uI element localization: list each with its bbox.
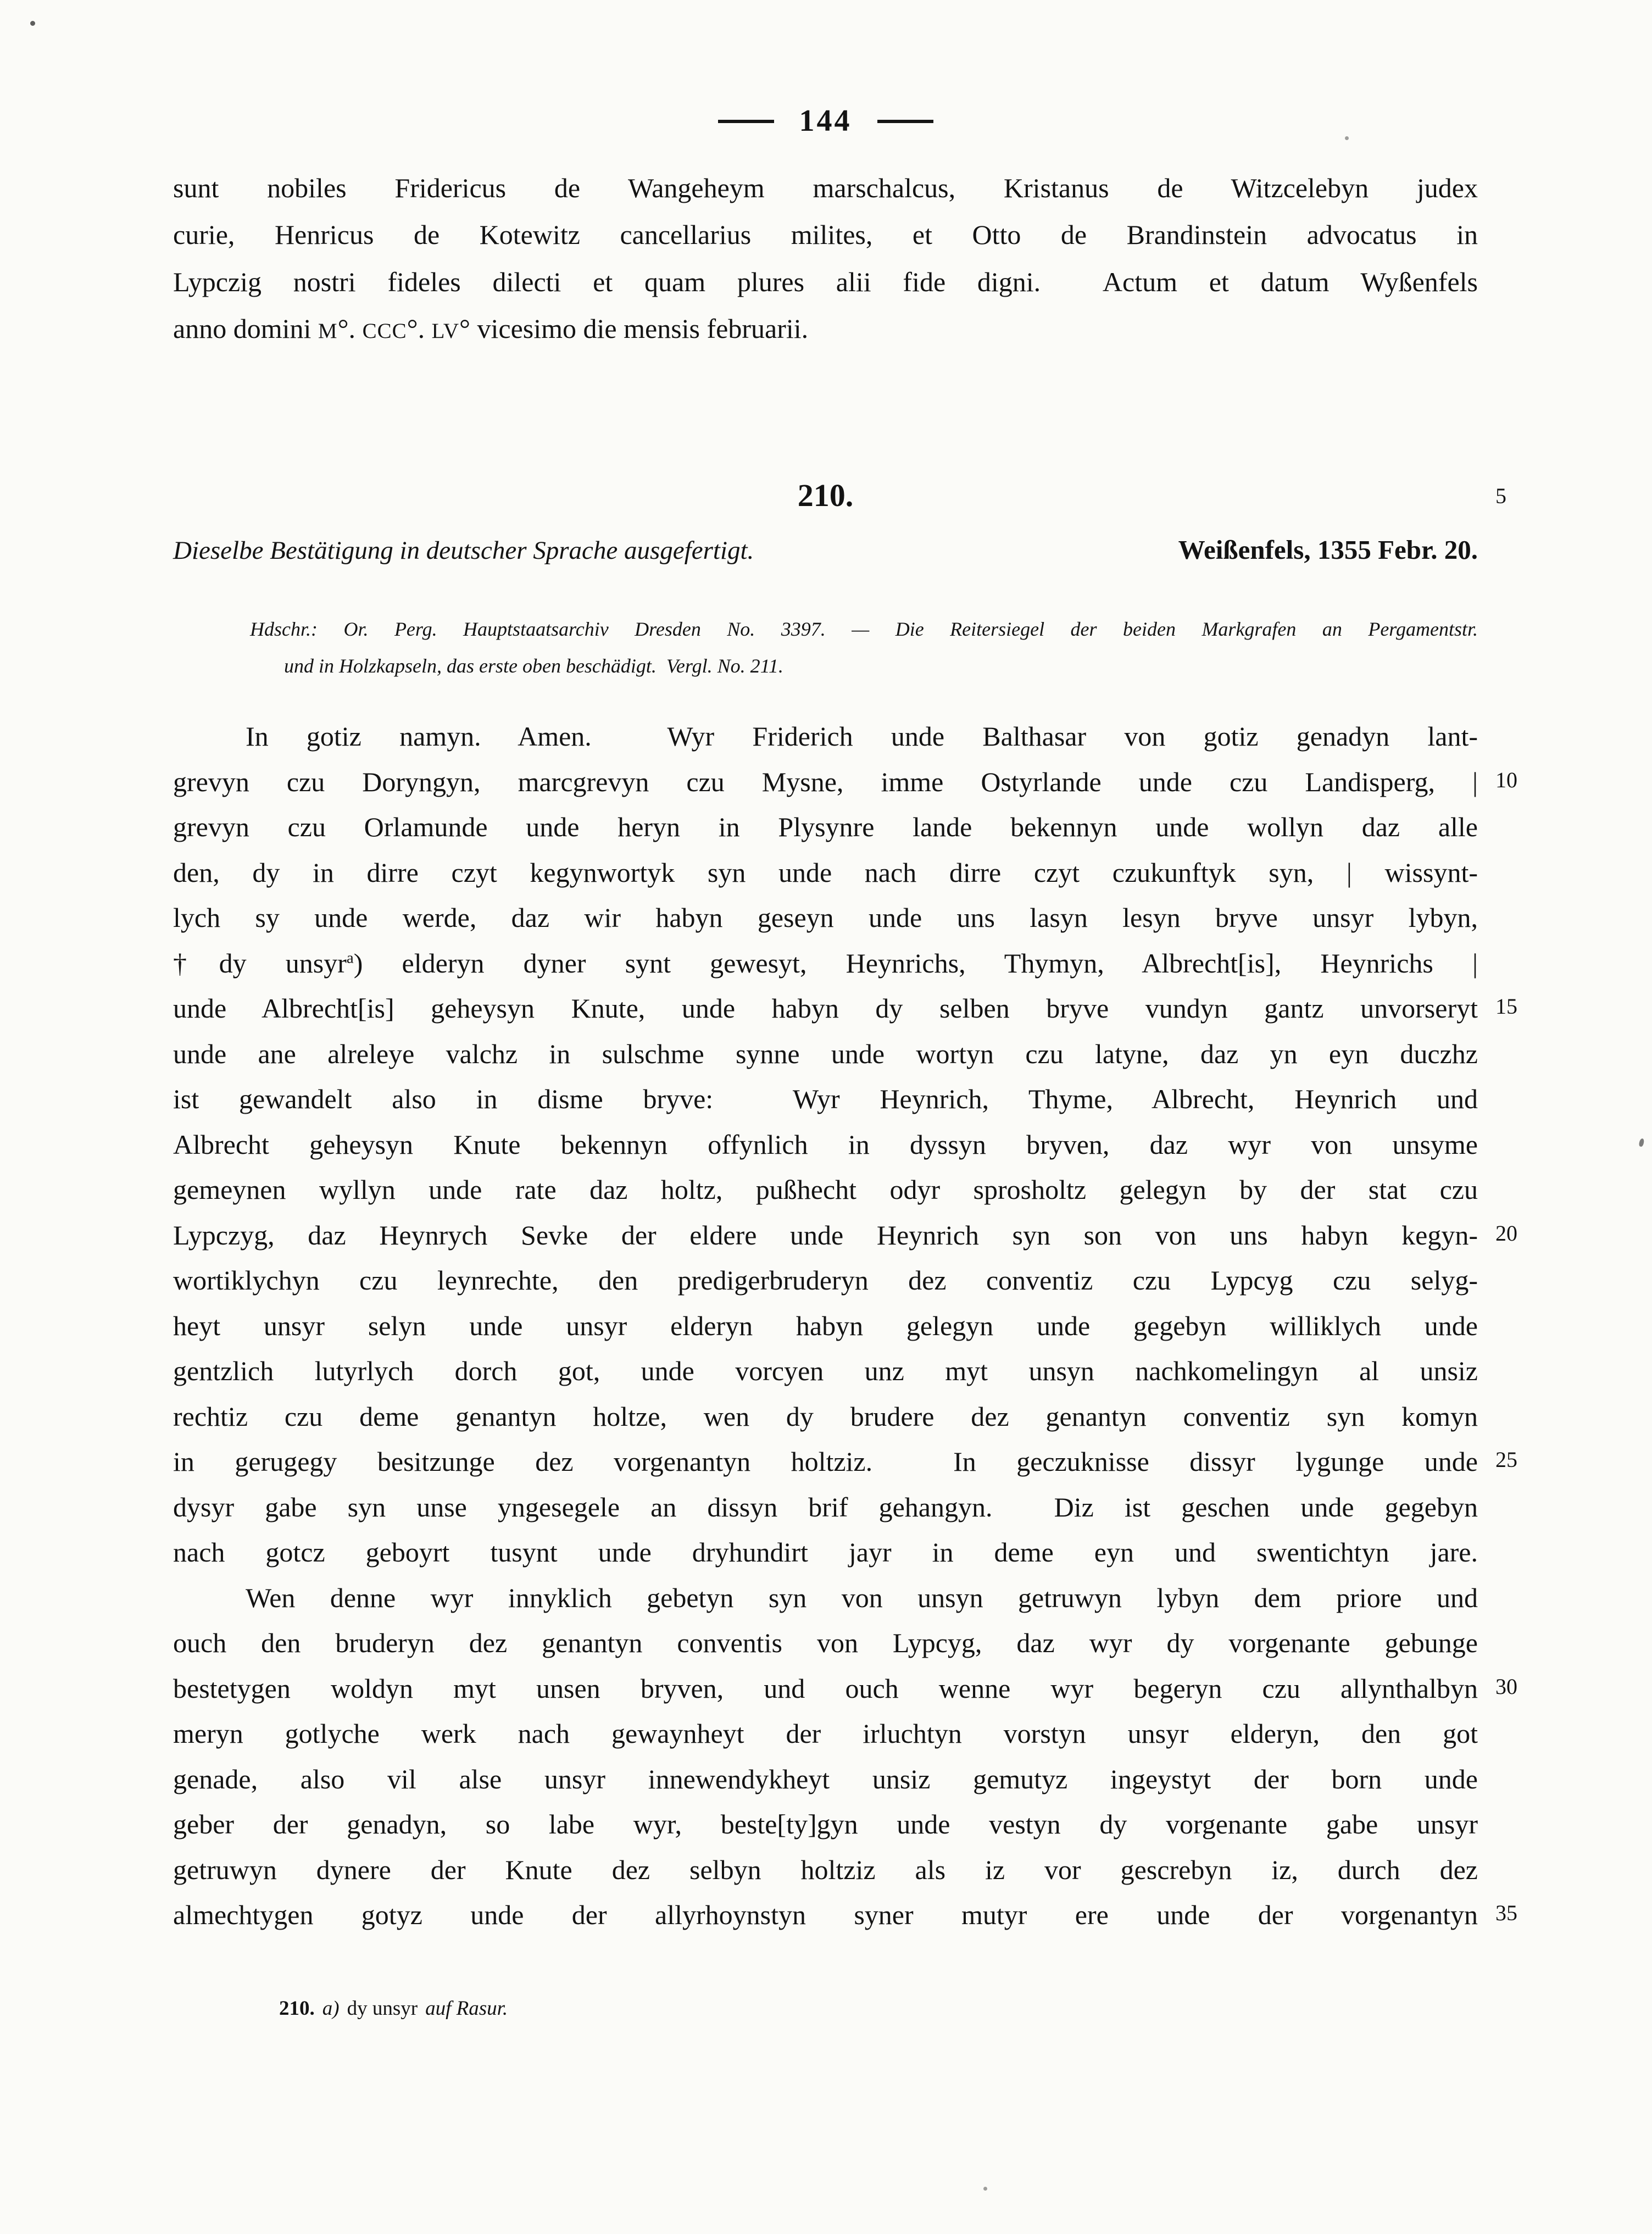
scan-speck (983, 2187, 987, 2191)
page-header (173, 103, 1478, 138)
text-line: nach gotcz geboyrt tusynt unde dryhundirt jayr in deme eyn und swentichtyn jare. (173, 1537, 1478, 1568)
text-line: ouch den bruderyn dez genantyn conventis von Lypcyg, daz wyr dy vorgenante gebunge (173, 1627, 1478, 1658)
text-line: grevyn czu Doryngyn, marcgrevyn czu Mysne, imme Ostyrlande unde czu Landisperg, | (173, 766, 1478, 797)
text-line: den, dy in dirre czyt kegynwortyk syn unde nach dirre czyt czukunftyk syn, | wissynt- (173, 857, 1478, 888)
text-line: gentzlich lutyrlych dorch got, unde vorcyen unz myt unsyn nachkomelingyn al unsiz (173, 1355, 1478, 1386)
margin-line-number: 20 (1495, 1220, 1517, 1246)
text-line: getruwyn dynere der Knute dez selbyn holtziz als iz vor gescrebyn iz, durch dez (173, 1854, 1478, 1885)
source-note (250, 611, 1478, 685)
text-line: unde Albrecht[is] geheysyn Knute, unde habyn dy selben bryve vundyn gantz unvorseryt (173, 993, 1478, 1024)
header-left-dash (718, 120, 774, 123)
source-note-line: Hdschr.: Or. Perg. Hauptstaatsarchiv Dresden No. 3397. — Die Reitersiegel der beiden Markgrafen an Pergamentstr. (250, 618, 1478, 640)
header-right-dash (877, 120, 933, 123)
text-line: Albrecht geheysyn Knute bekennyn offynlich in dyssyn bryven, daz wyr von unsyme (173, 1129, 1478, 1160)
margin-line-number: 35 (1495, 1900, 1517, 1926)
scan-speck (1345, 136, 1349, 140)
text-line: wortiklychyn czu leynrechte, den predigerbruderyn dez conventiz czu Lypcyg czu selyg- (173, 1265, 1478, 1296)
text-line: lych sy unde werde, daz wir habyn geseyn unde uns lasyn lesyn bryve unsyr lybyn, (173, 902, 1478, 933)
text-line: almechtygen gotyz unde der allyrhoynstyn syner mutyr ere unde der vorgenantyn (173, 1899, 1478, 1930)
footnote-entry-number: 210. (279, 1997, 315, 2020)
text-line: unde ane alreleye valchz in sulschme synne unde wortyn czu latyne, daz yn eyn duczhz (173, 1038, 1478, 1069)
scan-speck (30, 21, 35, 26)
text-line: †dy unsyr$^a$) elderyn dyner synt gewesyt, Heynrichs, Thymyn, Albrecht[is], Heynrichs | (173, 947, 1478, 979)
text-line: dysyr gabe syn unse yngesegele an dissyn brif gehangyn. Diz ist geschen unde gegebyn (173, 1491, 1478, 1522)
text-line: In gotiz namyn. Amen. Wyr Friderich unde Balthasar von gotiz genadyn lant- (246, 721, 1478, 752)
footnote-note: auf Rasur. (425, 1997, 508, 2020)
charter-text (173, 714, 1478, 1938)
page-number: 144 (799, 104, 852, 138)
text-line: rechtiz czu deme genantyn holtze, wen dy brudere dez genantyn conventiz syn komyn (173, 1401, 1478, 1432)
date-place: Weißenfels, 1355 Febr. 20. (1178, 535, 1478, 565)
source-note-line: und in Holzkapseln, das erste oben beschädigt. Vergl. No. 211. (284, 655, 783, 677)
text-line: genade, also vil alse unsyr innewendykheyt unsiz gemutyz ingeystyt der born unde (173, 1763, 1478, 1794)
text-line: meryn gotlyche werk nach gewaynheyt der irluchtyn vorstyn unsyr elderyn, den got (173, 1718, 1478, 1749)
margin-line-number: 10 (1495, 767, 1517, 792)
regest-row (173, 534, 1478, 565)
intro-paragraph (173, 165, 1478, 353)
text-line: geber der genadyn, so labe wyr, beste[ty]gyn unde vestyn dy vorgenante gabe unsyr (173, 1809, 1478, 1840)
footnote-reading: dy unsyr (347, 1997, 418, 2020)
text-line: ist gewandelt also in disme bryve: Wyr Heynrich, Thyme, Albrecht, Heynrich und (173, 1083, 1478, 1114)
margin-line-number: 25 (1495, 1447, 1517, 1472)
text-line: Lypczig nostri fideles dilecti et quam plures alii fide digni. Actum et datum Wyßenfels (173, 266, 1478, 297)
margin-line-number: 15 (1495, 994, 1517, 1019)
scan-speck (1638, 1138, 1644, 1147)
text-line: in gerugegy besitzunge dez vorgenantyn holtziz. In geczuknisse dissyr lygunge unde (173, 1446, 1478, 1477)
text-line: bestetygen woldyn myt unsen bryven, und ouch wenne wyr begeryn czu allynthalbyn (173, 1672, 1478, 1704)
footnote-marker: a) (322, 1997, 340, 2020)
entry-number: 210. (797, 477, 854, 513)
text-line: heyt unsyr selyn unde unsyr elderyn habyn gelegyn unde gegebyn williklych unde (173, 1310, 1478, 1341)
text-line: gemeynen wyllyn unde rate daz holtz, pußhecht odyr sprosholtz gelegyn by der stat czu (173, 1174, 1478, 1205)
text-line: curie, Henricus de Kotewitz cancellarius milites, et Otto de Brandinstein advocatus in (173, 219, 1478, 251)
margin-line-number: 5 (1495, 484, 1506, 508)
regest-text: Dieselbe Bestätigung in deutscher Sprache ausgefertigt. (173, 536, 754, 565)
text-line: Wen denne wyr innyklich gebetyn syn von unsyn getruwyn lybyn dem priore und (246, 1582, 1478, 1613)
margin-line-number: 30 (1495, 1674, 1517, 1699)
text-line: sunt nobiles Fridericus de Wangeheym marschalcus, Kristanus de Witzcelebyn judex (173, 173, 1478, 203)
text-line: anno domini M°. CCC°. LV° vicesimo die mensis februarii. (173, 313, 809, 344)
text-line: Lypczyg, daz Heynrych Sevke der eldere unde Heynrich syn son von uns habyn kegyn- (173, 1219, 1478, 1251)
text-line: grevyn czu Orlamunde unde heryn in Plysynre lande bekennyn unde wollyn daz alle (173, 812, 1478, 842)
footnote (279, 1997, 508, 2020)
